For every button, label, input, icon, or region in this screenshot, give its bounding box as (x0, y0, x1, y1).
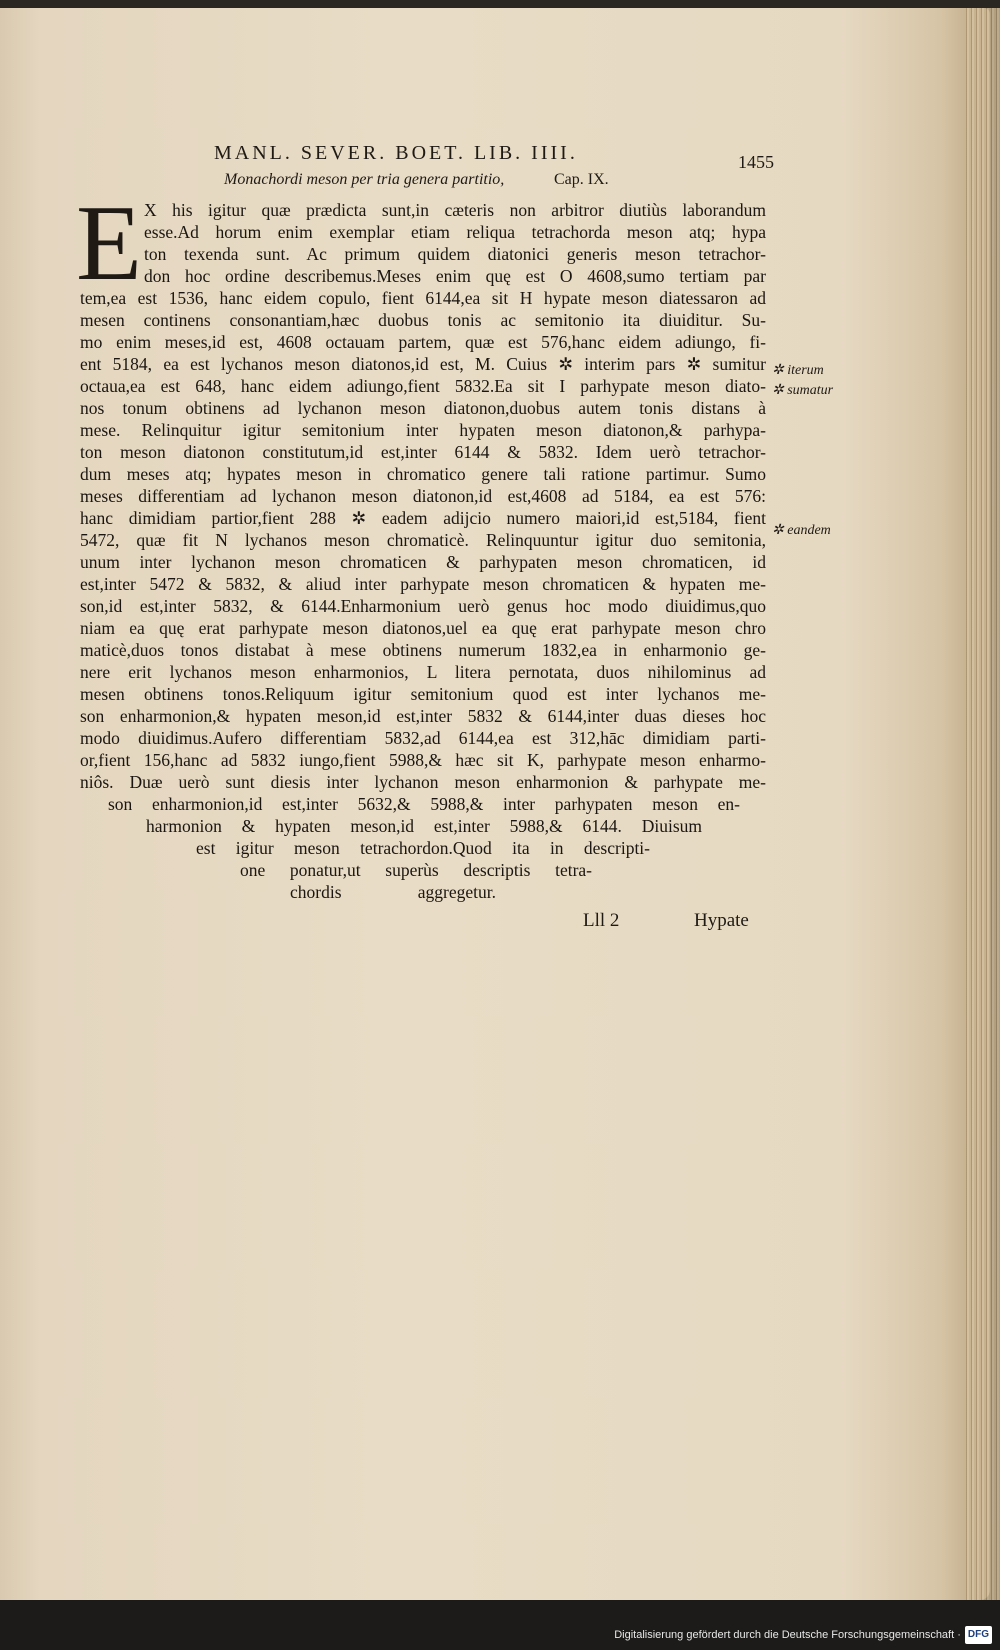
digitization-credit (614, 1626, 992, 1644)
text-line: hanc dimidiam partior,fient 288 ✲ eadem adijcio numero maiori,id est,5184, fient (80, 508, 766, 528)
margin-note: ✲ sumatur (772, 383, 834, 398)
text-line: son enharmonion,& hypaten meson,id est,inter 5832 & 6144,inter duas dieses hoc (80, 706, 766, 726)
text-line: esse.Ad horum enim exemplar etiam reliqua tetrachorda meson atq; hypa (144, 222, 766, 242)
margin-note: ✲ eandem (772, 523, 831, 538)
text-line: mesen continens consonantiam,hæc duobus tonis ac semitonio ita diuiditur. Su- (80, 310, 766, 330)
drop-cap-initial: E (76, 184, 142, 303)
text-line: mesen obtinens tonos.Reliquum igitur semitonium quod est inter lychanos me- (80, 684, 766, 704)
text-line: maticè,duos tonos distabat à mese obtinens numerum 1832,ea in enharmonio ge- (80, 640, 766, 660)
text-line: nos tonum obtinens ad lychanon meson diatonon,duobus autem tonis distans à (80, 398, 766, 418)
text-line: ton texenda sunt. Ac primum quidem diatonici generis meson tetrachor- (144, 244, 766, 264)
text-line: don hoc ordine describemus.Meses enim quę est O 4608,sumo tertiam par (144, 266, 766, 286)
text-line: chordis aggregetur. (290, 882, 496, 902)
text-line: unum inter lychanon meson chromaticen & parhypaten meson chromaticen, id (80, 552, 766, 572)
text-line: niam ea quę erat parhypate meson diatonos,uel ea quę erat parhypate meson chro (80, 618, 766, 638)
text-line: meses differentiam ad lychanon meson diatonon,id est,4608 ad 5184, ea est 576: (80, 486, 766, 506)
text-line: mese. Relinquitur igitur semitonium inter hypaten meson diatonon,& parhypa- (80, 420, 766, 440)
catchword: Hypate (694, 910, 749, 931)
text-line: octaua,ea est 648, hanc eidem adiungo,fient 5832.Ea sit I parhypate meson diato- (80, 376, 766, 396)
text-line: est igitur meson tetrachordon.Quod ita in descripti- (196, 838, 650, 858)
text-line: ent 5184, ea est lychanos meson diatonos,id est, M. Cuius ✲ interim pars ✲ sumitur (80, 354, 766, 374)
credit-text: Digitalisierung gefördert durch die Deutsche Forschungsgemeinschaft · (614, 1629, 961, 1641)
text-line: son,id est,inter 5832, & 6144.Enharmonium uerò genus hoc modo diuidimus,quo (80, 596, 766, 616)
running-head: MANL. SEVER. BOET. LIB. IIII. (214, 142, 578, 164)
text-line: son enharmonion,id est,inter 5632,& 5988,& inter parhypaten meson en- (108, 794, 740, 814)
folio-number: 1455 (738, 152, 774, 172)
signature-mark: Lll 2 (583, 910, 620, 931)
text-line: harmonion & hypaten meson,id est,inter 5988,& 6144. Diuisum (146, 816, 702, 836)
text-line: tem,ea est 1536, hanc eidem copulo, fient 6144,ea sit H hypate meson diatessaron ad (80, 288, 766, 308)
text-line: mo enim meses,id est, 4608 octauam partem, quæ est 576,hanc eidem adiungo, fi- (80, 332, 766, 352)
dfg-logo: DFG (965, 1626, 992, 1644)
text-line: modo diuidimus.Aufero differentiam 5832,ad 6144,ea est 312,hāc dimidiam parti- (80, 728, 766, 748)
text-line: 5472, quæ fit N lychanos meson chromaticè. Relinquuntur igitur duo semitonia, (80, 530, 766, 550)
chapter-number: Cap. IX. (554, 171, 609, 188)
chapter-subtitle: Monachordi meson per tria genera partitio, (224, 171, 505, 188)
text-line: niôs. Duæ uerò sunt diesis inter lychanon meson enharmonion & parhypate me- (80, 772, 766, 792)
margin-note: ✲ iterum (772, 363, 824, 378)
text-line: or,fient 156,hanc ad 5832 iungo,fient 5988,& hæc sit K, parhypate meson enharmo- (80, 750, 766, 770)
text-line: one ponatur,ut superùs descriptis tetra- (240, 860, 592, 880)
text-line: nere erit lychanos meson enharmonios, L litera pernotata, duos nihilominus ad (80, 662, 766, 682)
text-line: dum meses atq; hypates meson in chromatico genere tali ratione partimur. Sumo (80, 464, 766, 484)
text-line: ton meson diatonon constitutum,id est,inter 6144 & 5832. Idem uerò tetrachor- (80, 442, 766, 462)
viewer-bottom-bar (0, 1600, 1000, 1650)
text-line: est,inter 5472 & 5832, & aliud inter parhypate meson chromaticen & hypaten me- (80, 574, 766, 594)
text-line: X his igitur quæ prædicta sunt,in cæteris non arbitror diutiùs laborandum (144, 200, 766, 220)
